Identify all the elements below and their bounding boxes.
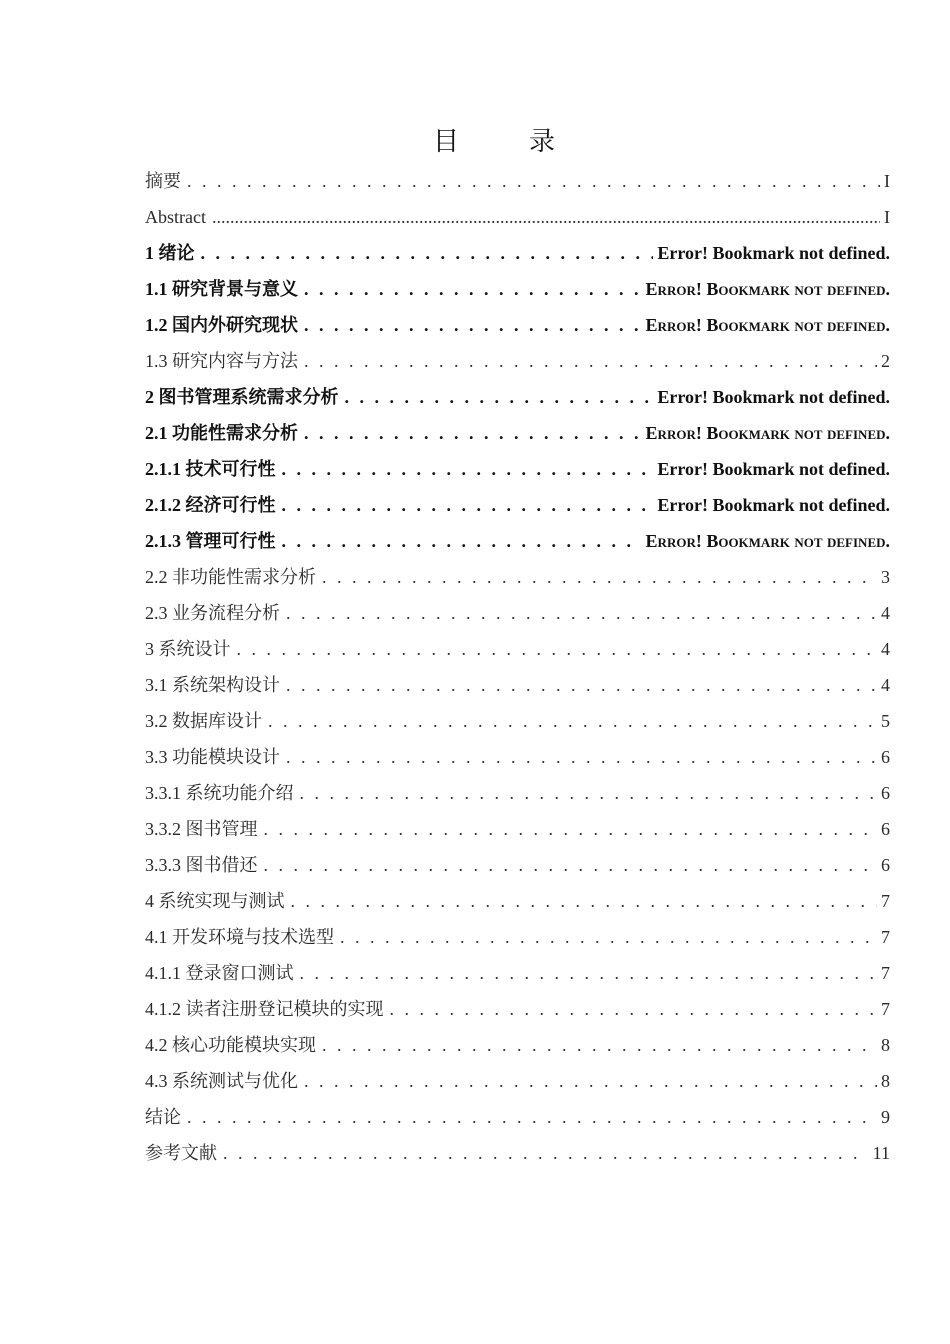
toc-entry-title: 3.2 数据库设计 <box>145 711 262 731</box>
toc-entry-page: Error! Bookmark not defined. <box>657 495 890 515</box>
toc-dot-leader <box>345 379 654 415</box>
toc-entry-page: I <box>884 171 890 191</box>
toc-entry-page: 8 <box>881 1071 890 1091</box>
toc-entry[interactable] <box>145 523 890 559</box>
toc-entry-title: 4.2 核心功能模块实现 <box>145 1035 316 1055</box>
toc-entry-title: 2.1.2 经济可行性 <box>145 495 276 515</box>
toc-dot-leader <box>187 1099 877 1135</box>
toc-entry-page: Error! Bookmark not defined. <box>657 459 890 479</box>
toc-dot-leader <box>291 883 878 919</box>
toc-entry[interactable] <box>145 451 890 487</box>
toc-dot-leader <box>282 487 654 523</box>
toc-dot-leader <box>304 415 642 451</box>
toc-entry-title: 2 图书管理系统需求分析 <box>145 387 339 407</box>
toc-entry-page: 9 <box>881 1107 890 1127</box>
toc-entry[interactable] <box>145 1063 890 1099</box>
toc-entry[interactable] <box>145 919 890 955</box>
toc-entry-page: 7 <box>881 891 890 911</box>
toc-entry[interactable] <box>145 415 890 451</box>
toc-dot-leader <box>264 811 878 847</box>
toc-entry-page: 5 <box>881 711 890 731</box>
toc-dot-leader <box>322 559 877 595</box>
toc-entry-page: 7 <box>881 963 890 983</box>
toc-entry-title: 3.1 系统架构设计 <box>145 675 280 695</box>
toc-entry-page: 6 <box>881 783 890 803</box>
toc-entry[interactable] <box>145 1135 890 1171</box>
toc-entry[interactable] <box>145 235 890 271</box>
toc-dot-leader <box>304 271 642 307</box>
toc-entry[interactable] <box>145 487 890 523</box>
toc-entry-page: 11 <box>872 1143 890 1163</box>
toc-entry-title: 2.1.1 技术可行性 <box>145 459 276 479</box>
toc-entry-title: 3.3.1 系统功能介绍 <box>145 783 294 803</box>
toc-dot-leader <box>322 1027 877 1063</box>
toc-dot-leader <box>304 343 877 379</box>
toc-entry-title: 2.1 功能性需求分析 <box>145 423 298 443</box>
toc-entry-page: Error! Bookmark not defined. <box>645 315 890 335</box>
toc-entry-title: 4 系统实现与测试 <box>145 891 285 911</box>
toc-entry[interactable] <box>145 703 890 739</box>
toc-dot-leader <box>201 235 654 271</box>
toc-entry-title: 结论 <box>145 1107 181 1127</box>
toc-entry[interactable] <box>145 883 890 919</box>
toc-dot-leader <box>237 631 878 667</box>
toc-entry-title: 2.3 业务流程分析 <box>145 603 280 623</box>
toc-entry-title: 2.2 非功能性需求分析 <box>145 567 316 587</box>
toc-entry-title: 3.3.3 图书借还 <box>145 855 258 875</box>
toc-entry-title: 摘要 <box>145 171 181 191</box>
toc-entry-title: 1.1 研究背景与意义 <box>145 279 298 299</box>
toc-entry-title: 1.3 研究内容与方法 <box>145 351 298 371</box>
toc-entry[interactable] <box>145 811 890 847</box>
toc-dot-leader <box>264 847 878 883</box>
toc-entry-title: 1.2 国内外研究现状 <box>145 315 298 335</box>
toc-entry[interactable] <box>145 199 890 235</box>
toc-entry[interactable] <box>145 271 890 307</box>
toc-entry-title: 1 绪论 <box>145 243 195 263</box>
toc-entry-page: 6 <box>881 819 890 839</box>
toc-entry-page: 7 <box>881 999 890 1019</box>
toc-dot-leader <box>268 703 877 739</box>
toc-entry-page: 6 <box>881 747 890 767</box>
table-of-contents <box>145 163 890 1171</box>
toc-title: 目 录 <box>432 127 577 157</box>
toc-entry[interactable] <box>145 775 890 811</box>
toc-entry[interactable] <box>145 1099 890 1135</box>
toc-dot-leader <box>212 199 880 235</box>
toc-dot-leader <box>340 919 877 955</box>
toc-entry-title: 4.1.1 登录窗口测试 <box>145 963 294 983</box>
toc-entry[interactable] <box>145 559 890 595</box>
toc-dot-leader <box>390 991 878 1027</box>
toc-entry-page: Error! Bookmark not defined. <box>645 279 890 299</box>
toc-entry[interactable] <box>145 379 890 415</box>
toc-entry-title: 4.3 系统测试与优化 <box>145 1071 298 1091</box>
toc-dot-leader <box>282 523 642 559</box>
toc-dot-leader <box>286 739 877 775</box>
toc-dot-leader <box>286 667 877 703</box>
toc-entry[interactable] <box>145 631 890 667</box>
toc-entry-title: 3 系统设计 <box>145 639 231 659</box>
toc-dot-leader <box>282 451 654 487</box>
toc-entry-page: Error! Bookmark not defined. <box>645 531 890 551</box>
toc-entry-page: Error! Bookmark not defined. <box>657 387 890 407</box>
toc-entry[interactable] <box>145 1027 890 1063</box>
toc-entry[interactable] <box>145 667 890 703</box>
toc-dot-leader <box>286 595 877 631</box>
toc-entry-title: 3.3.2 图书管理 <box>145 819 258 839</box>
toc-dot-leader <box>304 1063 877 1099</box>
toc-dot-leader <box>300 775 878 811</box>
toc-entry-page: 4 <box>881 675 890 695</box>
toc-dot-leader <box>187 163 880 199</box>
toc-entry-page: Error! Bookmark not defined. <box>645 423 890 443</box>
toc-entry-title: 4.1.2 读者注册登记模块的实现 <box>145 999 384 1019</box>
toc-entry-title: 4.1 开发环境与技术选型 <box>145 927 334 947</box>
toc-entry-title: Abstract <box>145 207 206 227</box>
toc-entry-title: 参考文献 <box>145 1143 217 1163</box>
toc-entry-page: 4 <box>881 639 890 659</box>
toc-entry-page: I <box>884 207 890 227</box>
toc-entry[interactable] <box>145 955 890 991</box>
toc-entry-page: 8 <box>881 1035 890 1055</box>
toc-entry[interactable] <box>145 739 890 775</box>
toc-entry[interactable] <box>145 991 890 1027</box>
toc-entry[interactable] <box>145 163 890 199</box>
toc-entry-page: 7 <box>881 927 890 947</box>
toc-entry[interactable] <box>145 307 890 343</box>
toc-entry[interactable] <box>145 343 890 379</box>
toc-entry-title: 2.1.3 管理可行性 <box>145 531 276 551</box>
toc-entry-page: 4 <box>881 603 890 623</box>
toc-dot-leader <box>223 1135 869 1171</box>
toc-entry[interactable] <box>145 595 890 631</box>
toc-dot-leader <box>304 307 642 343</box>
toc-entry-page: 3 <box>881 567 890 587</box>
toc-dot-leader <box>300 955 878 991</box>
toc-entry[interactable] <box>145 847 890 883</box>
toc-entry-page: Error! Bookmark not defined. <box>657 243 890 263</box>
toc-entry-page: 2 <box>881 351 890 371</box>
toc-entry-title: 3.3 功能模块设计 <box>145 747 280 767</box>
toc-entry-page: 6 <box>881 855 890 875</box>
